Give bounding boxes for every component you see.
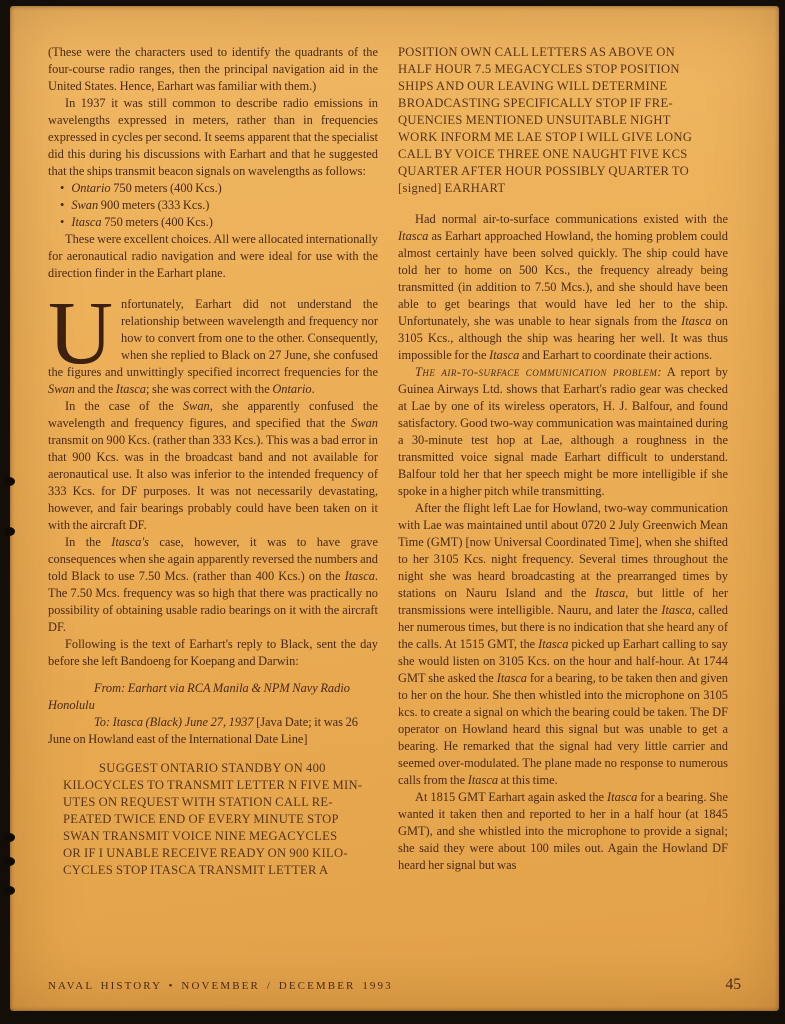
- text-run: and the: [74, 382, 116, 396]
- telegram-line: QUENCIES MENTIONED UNSUITABLE NIGHT: [398, 113, 671, 127]
- telegram-line: SWAN TRANSMIT VOICE NINE MEGACYCLES: [63, 829, 338, 843]
- telegram-line: WORK INFORM ME LAE STOP I WILL GIVE LONG: [398, 130, 693, 144]
- text-run: .: [311, 382, 315, 396]
- bullet-item: [48, 197, 378, 214]
- telegram-line: SHIPS AND OUR LEAVING WILL DETERMINE: [398, 79, 668, 93]
- binding-notch: [4, 857, 15, 866]
- telegram-line: CYCLES STOP ITASCA TRANSMIT LETTER A: [63, 863, 329, 877]
- text-run: . The 7.50 Mcs. frequency was so high that there was practically no possibility of obtaining usable radio bearings on it with the aircraft DF.: [48, 569, 378, 634]
- binding-notch: [4, 886, 15, 895]
- text-run: nfortunately, Earhart did not understand the relationship between wavelength and frequency nor how to convert from one to the other. Consequently, when she replied to Black on 27 June, she confused the figures and unwittingly specified incorrect frequencies for the: [48, 297, 378, 379]
- bullet-item: [48, 214, 378, 231]
- small-caps-lead: The air-to-surface communication problem:: [415, 365, 663, 379]
- text-run: Itasca: [661, 603, 692, 617]
- paragraph: [48, 636, 378, 670]
- text-run: Itasca: [115, 382, 146, 396]
- article-body: [48, 44, 728, 974]
- page-number: 45: [725, 976, 741, 993]
- paragraph: [48, 231, 378, 282]
- telegram-block: [398, 44, 728, 197]
- text-run: , but little of her transmissions were intelligible. Nauru, and later the: [398, 586, 728, 617]
- text-run: Itasca: [594, 586, 626, 600]
- drop-cap-letter: U: [48, 284, 113, 383]
- text-run: and Earhart to coordinate their actions.: [519, 348, 713, 362]
- text-run: Itasca: [489, 348, 520, 362]
- text-run: 750 meters (400 Kcs.): [110, 181, 222, 195]
- scan-edge: [0, 0, 10, 1024]
- text-run: on 3105 Kcs., although the ship was hearing her well. It was thus impossible for the: [398, 314, 728, 362]
- text-run: 900 meters (333 Kcs.): [98, 198, 210, 212]
- text-run: In the: [65, 535, 112, 549]
- text-run: case, however, it was to have grave consequences when she again apparently reversed the numbers and told Black to use 7.50 Mcs. (rather than 400 Kcs.) on the: [48, 535, 378, 583]
- bullet-icon: •: [60, 215, 65, 229]
- text-run: Ontario: [272, 382, 312, 396]
- text-run: at this time.: [498, 773, 558, 787]
- text-run: Swan: [182, 399, 210, 413]
- text-run: Itasca: [467, 773, 499, 787]
- bullet-list: [48, 180, 378, 231]
- text-run: Itasca: [71, 215, 102, 229]
- text-run: as Earhart approached Howland, the homing problem could almost certainly have been solved quickly. The ship could have told her to home on 500 Kcs., the frequency already being transmitted (in addition to 7.50 Mcs.), and she should have been able to get bearings that would have led her to the ship. Unfortunately, she was unable to hear signals from the: [398, 229, 728, 328]
- paragraph: [398, 211, 728, 364]
- paragraph: [398, 789, 728, 874]
- paragraph: [48, 534, 378, 636]
- page-footer: [48, 976, 741, 994]
- bullet-item: [48, 180, 378, 197]
- text-run: Itasca: [607, 790, 638, 804]
- telegram-line: UTES ON REQUEST WITH STATION CALL RE-: [63, 795, 333, 809]
- bullet-icon: •: [60, 198, 65, 212]
- text-run: Following is the text of Earhart's reply to Black, sent the day before she left Bandoeng for Koepang and Darwin:: [48, 637, 378, 668]
- journal-footer-text: NAVAL HISTORY • NOVEMBER / DECEMBER 1993: [48, 980, 393, 992]
- text-run: From: Earhart via RCA Manila & NPM Navy Radio Honolulu: [48, 681, 350, 712]
- telegram-line: [signed] EARHART: [398, 181, 506, 195]
- text-run: Itasca: [496, 671, 527, 685]
- text-run: A report by Guinea Airways Ltd. shows that Earhart's radio gear was checked at Lae by one of its wireless operators, H. J. Balfour, and found satisfactory. Good two-way communication was maintained during a 30-minute test hop at Lae, although a roughness in the transmitted voice signal made Earhart difficult to understand. Balfour told her that her speech might be more intelligible if she spoke in a higher pitch while transmitting.: [398, 365, 728, 498]
- drop-cap-paragraph: [48, 284, 378, 398]
- text-run: for a bearing. She wanted it taken then and reported to her in a half hour (at 1845 GMT), and she whistled into the microphone to provide a signal; she said they were about 100 miles out. Again the Howland DF heard her signal but was: [398, 790, 728, 872]
- telegram-line: BROADCASTING SPECIFICALLY STOP IF FRE-: [398, 96, 673, 110]
- text-run: [Java Date; it was 26 June on Howland east of the International Date Line]: [48, 715, 358, 746]
- text-run: , called her numerous times, but there is no indication that she heard any of the calls. At 1515 GMT, the: [398, 603, 728, 651]
- telegram-block: [63, 760, 378, 879]
- text-run: Itasca: [681, 314, 712, 328]
- text-run: To: Itasca (Black) June 27, 1937: [94, 715, 254, 729]
- left-column: [48, 44, 378, 974]
- text-run: transmit on 900 Kcs. (rather than 333 Kcs.). This was a bad error in that 900 Kcs. was in the broadcast band and not available for aeronautical use. It also was inferior to the intended frequency of 333 Kcs. for DF purposes. It was not necessarily devastating, however, and fair bearings probably could have been taken on it with the aircraft DF.: [48, 433, 378, 532]
- telegram-line: POSITION OWN CALL LETTERS AS ABOVE ON: [398, 45, 675, 59]
- text-run: In the case of the: [65, 399, 183, 413]
- text-run: (These were the characters used to identify the quadrants of the four-course radio ranges, then the principal navigation aid in the United States. Hence, Earhart was familiar with them.): [48, 45, 378, 93]
- text-run: picked up Earhart calling to say she would listen on 3105 Kcs. on the hour and half-hour. At 1744 GMT she asked the: [398, 637, 728, 685]
- telegram-line: PEATED TWICE END OF EVERY MINUTE STOP: [63, 812, 339, 826]
- text-run: ; she was correct with the: [145, 382, 273, 396]
- text-run: Swan: [71, 198, 99, 212]
- address-line: [48, 680, 378, 714]
- text-run: Had normal air-to-surface communications existed with the: [415, 212, 728, 226]
- text-run: for a bearing, to be taken then and given to her on the hour. She then whistled into the microphone on 3105 kcs. to create a signal on which the bearing could be taken. The DF operator on Howland heard this signal but was unable to get a bearing. He remarked that the signal had very little carrier and seemed over-modulated. The plane made no response to numerous calls from the: [398, 671, 728, 787]
- telegram-line: OR IF I UNABLE RECEIVE READY ON 900 KILO-: [63, 846, 348, 860]
- text-run: Itasca: [344, 569, 375, 583]
- address-line: [48, 714, 378, 748]
- text-run: 750 meters (400 Kcs.): [101, 215, 213, 229]
- telegram-line: KILOCYCLES TO TRANSMIT LETTER N FIVE MIN-: [63, 778, 363, 792]
- right-column: [398, 44, 728, 974]
- text-run: After the flight left Lae for Howland, two-way communication with Lae was maintained until about 0720 2 July Greenwich Mean Time (GMT) [now Universal Coordinated Time], when she shifted to her 3105 Kcs. night frequency. Several times throughout the night she was heard broadcasting at the prearranged times by stations on Nauru Island and the: [398, 501, 728, 600]
- paragraph: [398, 364, 728, 500]
- telegram-line: CALL BY VOICE THREE ONE NAUGHT FIVE KCS: [398, 147, 688, 161]
- telegram-line: SUGGEST ONTARIO STANDBY ON 400: [99, 761, 326, 775]
- paragraph: [398, 500, 728, 789]
- paragraph: [48, 44, 378, 95]
- message-header: [48, 680, 378, 748]
- text-run: , she apparently confused the wavelength and frequency figures, and specified that the: [48, 399, 378, 430]
- text-run: Itasca's: [111, 535, 149, 549]
- text-run: Swan: [351, 416, 378, 430]
- text-run: Itasca: [398, 229, 429, 243]
- telegram-line: QUARTER AFTER HOUR POSSIBLY QUARTER TO: [398, 164, 690, 178]
- text-run: Swan: [48, 382, 75, 396]
- binding-notch: [4, 833, 15, 842]
- text-run: These were excellent choices. All were allocated internationally for aeronautical radio navigation and were ideal for use with the direction finder in the Earhart plane.: [48, 232, 378, 280]
- text-run: At 1815 GMT Earhart again asked the: [415, 790, 607, 804]
- text-run: In 1937 it was still common to describe radio emissions in wavelengths expressed in meters, rather than in frequencies expressed in cycles per second. It seems apparent that the specialist did this during his discussions with Earhart and that he suggested that the ships transmit beacon signals on wavelengths as follows:: [48, 96, 378, 178]
- text-run: Ontario: [71, 181, 111, 195]
- telegram-line: HALF HOUR 7.5 MEGACYCLES STOP POSITION: [398, 62, 680, 76]
- binding-notch: [4, 527, 15, 536]
- binding-notch: [4, 477, 15, 486]
- paragraph: [48, 95, 378, 180]
- paragraph: [48, 398, 378, 534]
- bullet-icon: •: [60, 181, 65, 195]
- text-run: Itasca: [538, 637, 569, 651]
